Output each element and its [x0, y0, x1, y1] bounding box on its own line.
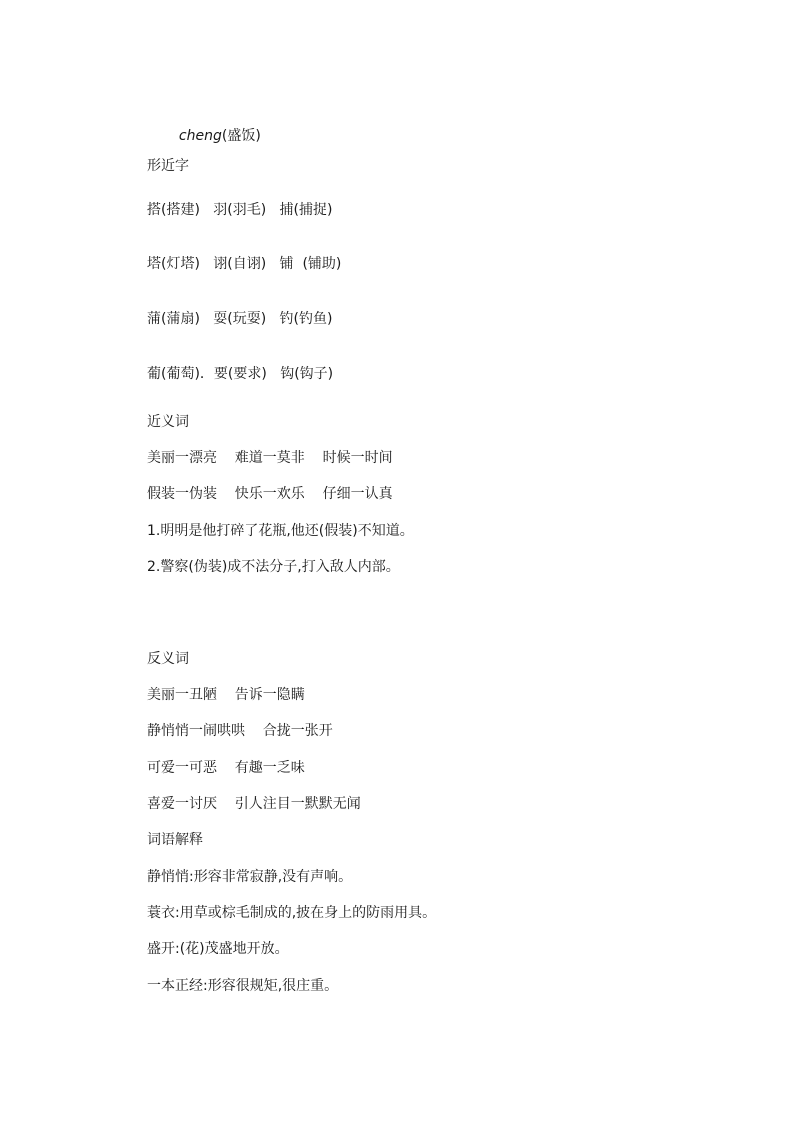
synonym-example: 2.警察(伪装)成不法分子,打入敌人内部。: [147, 559, 400, 575]
synonyms-heading: 近义词: [147, 414, 189, 430]
pinyin-word: (盛饭): [221, 128, 261, 144]
antonyms-row: 静悄悄一闹哄哄 合拢一张开: [147, 723, 333, 739]
pinyin-text: cheng: [178, 128, 222, 144]
similar-chars-row: 搭(搭建) 羽(羽毛) 捕(捕捉): [147, 202, 333, 218]
synonyms-row: 假装一伪装 快乐一欢乐 仔细一认真: [147, 486, 393, 502]
similar-chars-row: 蒲(蒲扇) 耍(玩耍) 钓(钓鱼): [147, 311, 333, 327]
antonyms-row: 喜爱一讨厌 引人注目一默默无闻: [147, 796, 361, 812]
pinyin-line: [170, 109, 261, 145]
definition-item: 蓑衣:用草或棕毛制成的,披在身上的防雨用具。: [147, 905, 437, 921]
definitions-heading: 词语解释: [147, 832, 203, 848]
antonyms-row: 美丽一丑陋 告诉一隐瞒: [147, 687, 305, 703]
antonyms-heading: 反义词: [147, 651, 189, 667]
antonyms-row: 可爱一可恶 有趣一乏味: [147, 760, 305, 776]
definition-item: 静悄悄:形容非常寂静,没有声响。: [147, 869, 353, 885]
synonyms-row: 美丽一漂亮 难道一莫非 时候一时间: [147, 450, 393, 466]
similar-chars-heading: 形近字: [147, 158, 189, 174]
similar-chars-row: 葡(葡萄)．要(要求) 钩(钩子): [147, 366, 334, 382]
synonym-example: 1.明明是他打碎了花瓶,他还(假装)不知道。: [147, 523, 414, 539]
definition-item: 一本正经:形容很规矩,很庄重。: [147, 978, 339, 994]
definition-item: 盛开:(花)茂盛地开放。: [147, 941, 289, 957]
similar-chars-row: 塔(灯塔) 诩(自诩) 铺 (铺助): [147, 256, 342, 272]
